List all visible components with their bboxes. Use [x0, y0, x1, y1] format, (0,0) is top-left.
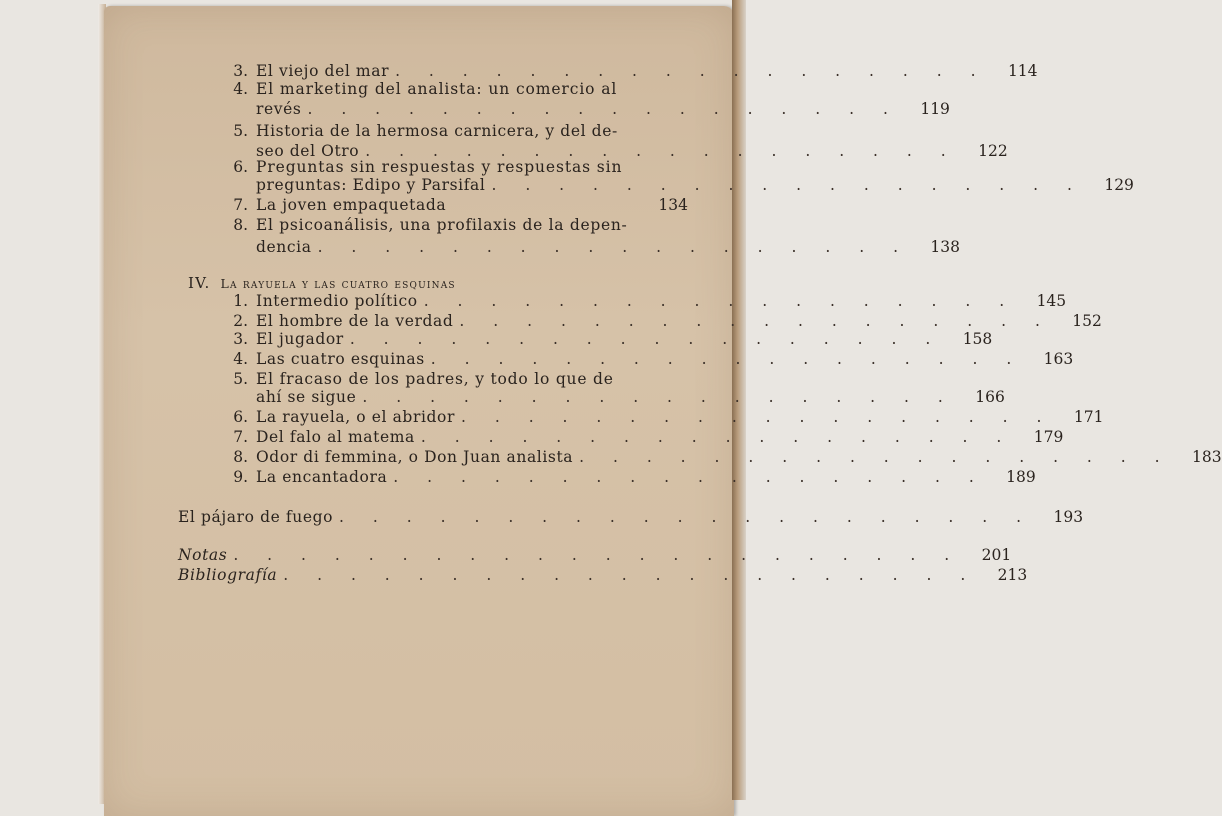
entry-title-cont: preguntas: Edipo y Parsifal [256, 176, 486, 194]
entry-title: El marketing del analista: un comercio al [256, 80, 618, 98]
dot-leader: . . . . . . . . . . . . . . . . . . [423, 292, 1017, 310]
entry-page: 145 [1036, 292, 1067, 310]
toc-entry [222, 312, 1102, 330]
dot-leader: . . . . . . . . . . . . . . . . . . [420, 428, 1014, 446]
entry-title-cont: seo del Otro [256, 142, 360, 160]
entry-page: 129 [1104, 176, 1134, 194]
entry-number: 1. [233, 292, 248, 310]
entry-page: 114 [1007, 62, 1038, 80]
toc-entry-continuation [256, 100, 950, 118]
entry-title: La encantadora [256, 468, 388, 486]
entry-title: El hombre de la verdad [256, 312, 454, 330]
part-title: La rayuela y las cuatro esquinas [220, 276, 456, 291]
toc-entry [222, 428, 1064, 446]
entry-title: El viejo del mar [256, 62, 390, 80]
entry-title: Bibliografía [178, 566, 278, 584]
dot-leader: . . . . . . . . . . . . . . . . . . [317, 238, 911, 256]
entry-page: 193 [1053, 508, 1084, 526]
entry-title: El pájaro de fuego [178, 508, 334, 526]
entry-number: 8. [233, 216, 248, 234]
entry-title: El jugador [256, 330, 344, 348]
dot-leader: . . . . . . . . . . . . . . . . . . [307, 100, 900, 118]
entry-title: La rayuela, o el abridor [256, 408, 455, 426]
entry-number: 3. [233, 62, 248, 80]
toc-entry [222, 80, 627, 98]
entry-page: 163 [1043, 350, 1074, 368]
dot-leader: . . . . . . . . . . . . . . . . . . . . . . [233, 546, 962, 564]
entry-number: 9. [233, 468, 248, 486]
dot-leader: . . . . . . . . . . . . . . . . . . [365, 142, 958, 160]
entry-page: 213 [997, 566, 1028, 584]
toc-entry-continuation [256, 238, 961, 256]
dot-leader: . . . . . . . . . . . . . . . . . . [349, 330, 943, 348]
entry-title-cont: ahí se sigue [256, 388, 357, 406]
part-numeral: IV. [188, 274, 211, 292]
entry-number: 4. [233, 350, 248, 368]
entry-number: 2. [233, 312, 248, 330]
dot-leader: . . . . . . . . . . . . . . . . . . [491, 176, 1084, 194]
toc-entry [222, 158, 627, 176]
entry-title: Notas [178, 546, 228, 564]
entry-title: El psicoanálisis, una profilaxis de la depen- [256, 216, 628, 234]
entry-number: 3. [233, 330, 248, 348]
entry-page: 201 [981, 546, 1012, 564]
entry-page: 183 [1191, 448, 1222, 466]
entry-number: 5. [233, 370, 248, 388]
entry-number: 5. [233, 122, 248, 140]
toc-entry [222, 468, 1036, 486]
toc-entry-continuation [256, 176, 1134, 194]
toc-entry-bibliografia [178, 566, 1028, 584]
entry-number: 4. [233, 80, 248, 98]
toc-entry-epilogue [178, 508, 1084, 526]
entry-title-cont: revés [256, 100, 302, 118]
entry-title: Preguntas sin respuestas y respuestas sin [256, 158, 623, 176]
toc-entry [222, 196, 688, 214]
toc-entry [222, 370, 627, 388]
dot-leader: . . . . . . . . . . . . . . . . . . [459, 312, 1052, 330]
entry-title-cont: dencia [256, 238, 312, 256]
entry-title: Intermedio político [256, 292, 418, 310]
entry-number: 7. [233, 196, 248, 214]
dot-leader: . . . . . . . . . . . . . . . . . . [393, 468, 986, 486]
toc-entry-continuation [256, 388, 1005, 406]
toc-entry [222, 408, 1104, 426]
dot-leader: . . . . . . . . . . . . . . . . . . [430, 350, 1024, 368]
dot-leader: . . . . . . . . . . . . . . . . . . [461, 408, 1054, 426]
entry-page: 171 [1073, 408, 1104, 426]
entry-page: 166 [975, 388, 1005, 406]
dot-leader: . . . . . . . . . . . . . . . . . . [395, 62, 988, 80]
entry-page: 122 [978, 142, 1008, 160]
entry-title: Historia de la hermosa carnicera, y del de- [256, 122, 618, 140]
entry-page: 179 [1033, 428, 1064, 446]
entry-title: Del falo al matema [256, 428, 415, 446]
toc-entry [222, 62, 1038, 80]
entry-title: El fracaso de los padres, y todo lo que de [256, 370, 614, 388]
part-heading [188, 274, 456, 292]
entry-page: 119 [920, 100, 950, 118]
toc-entry [222, 330, 993, 348]
dot-leader: . . . . . . . . . . . . . . . . . . [579, 448, 1172, 466]
entry-number: 7. [233, 428, 248, 446]
entry-page: 134 [658, 196, 688, 214]
dot-leader: . . . . . . . . . . . . . . . . . . [362, 388, 955, 406]
entry-page: 158 [962, 330, 993, 348]
entry-page: 189 [1006, 468, 1036, 486]
entry-number: 6. [233, 158, 248, 176]
entry-page: 138 [930, 238, 961, 256]
toc-entry [222, 448, 1222, 466]
entry-number: 6. [233, 408, 248, 426]
toc-entry [222, 350, 1074, 368]
entry-title: Las cuatro esquinas [256, 350, 425, 368]
toc-entry [222, 292, 1067, 310]
toc-entry [222, 216, 627, 234]
dot-leader: . . . . . . . . . . . . . . . . . . . . . [339, 508, 1034, 526]
entry-page: 152 [1072, 312, 1102, 330]
toc-entry [222, 122, 632, 140]
toc-entry-notas [178, 546, 1012, 564]
dot-leader: . . . . . . . . . . . . . . . . . . . . . [283, 566, 978, 584]
entry-title: Odor di femmina, o Don Juan analista [256, 448, 574, 466]
entry-number: 8. [233, 448, 248, 466]
entry-title: La joven empaquetada [256, 196, 447, 214]
